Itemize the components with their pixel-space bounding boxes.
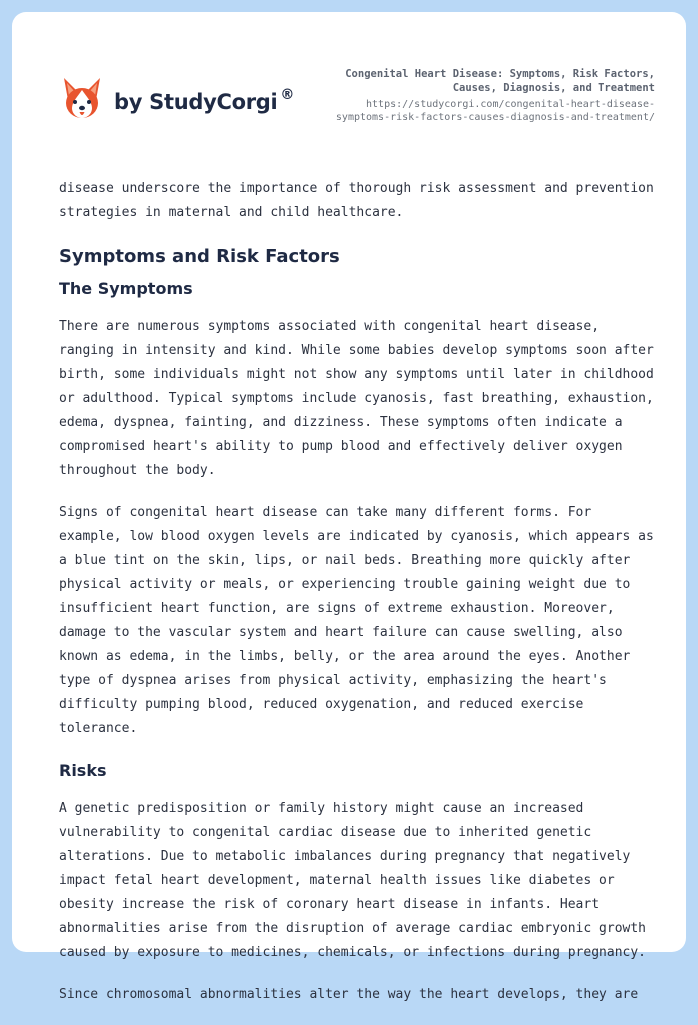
- registered-mark: ®: [280, 87, 295, 103]
- risks-paragraph-1: A genetic predisposition or family history might cause an increased vulnerability to congenital cardiac disease due to inherited genetic alterations. Due to metabolic imbalances during pregnancy that negatively impact fetal heart development, maternal health issues like diabetes or obesity increase the risk of coronary heart disease in infants. Heart abnormalities arise from the disruption of average cardiac embryonic growth caused by exposure to medicines, chemicals, or infections during pregnancy.: [59, 801, 646, 960]
- document-page: [12, 12, 686, 1002]
- page-header: [12, 12, 686, 162]
- document-meta: [315, 67, 655, 124]
- risks-heading: Risks: [59, 761, 107, 780]
- section-heading: Symptoms and Risk Factors: [59, 246, 340, 267]
- corgi-logo-icon: [60, 76, 104, 122]
- studycorgi-logo[interactable]: [60, 76, 294, 122]
- logo-wordmark: by StudyCorgi ®: [114, 87, 295, 114]
- document-title: Congenital Heart Disease: Symptoms, Risk Factors, Causes, Diagnosis, and Treatment: [345, 68, 655, 94]
- article-body: [59, 177, 655, 1025]
- symptoms-heading: The Symptoms: [59, 279, 193, 298]
- risks-paragraph-2: Since chromosomal abnormalities alter the way the heart develops, they are: [59, 987, 639, 1002]
- document-url[interactable]: https://studycorgi.com/congenital-heart-disease-symptoms-risk-factors-causes-diagnosis-and-treatment/: [335, 99, 655, 123]
- symptoms-paragraph-1: There are numerous symptoms associated with congenital heart disease, ranging in intensity and kind. While some babies develop symptoms soon after birth, some individuals might not show any symptoms until later in childhood or adulthood. Typical symptoms include cyanosis, fast breathing, exhaustion, edema, dyspnea, fainting, and dizziness. These symptoms often indicate a compromised heart's ability to pump blood and effectively deliver oxygen throughout the body.: [59, 319, 654, 478]
- symptoms-paragraph-2: Signs of congenital heart disease can take many different forms. For example, low blood oxygen levels are indicated by cyanosis, which appears as a blue tint on the skin, lips, or nail beds. Breathing more quickly after physical activity or meals, or experiencing trouble gaining weight due to insufficient heart function, are signs of extreme exhaustion. Moreover, damage to the vascular system and heart failure can cause swelling, also known as edema, in the limbs, belly, or the area around the eyes. Another type of dyspnea arises from physical activity, emphasizing the heart's difficulty pumping blood, reduced oxygenation, and reduced exercise tolerance.: [59, 505, 654, 736]
- intro-paragraph: disease underscore the importance of thorough risk assessment and prevention strategies in maternal and child healthcare.: [59, 181, 654, 220]
